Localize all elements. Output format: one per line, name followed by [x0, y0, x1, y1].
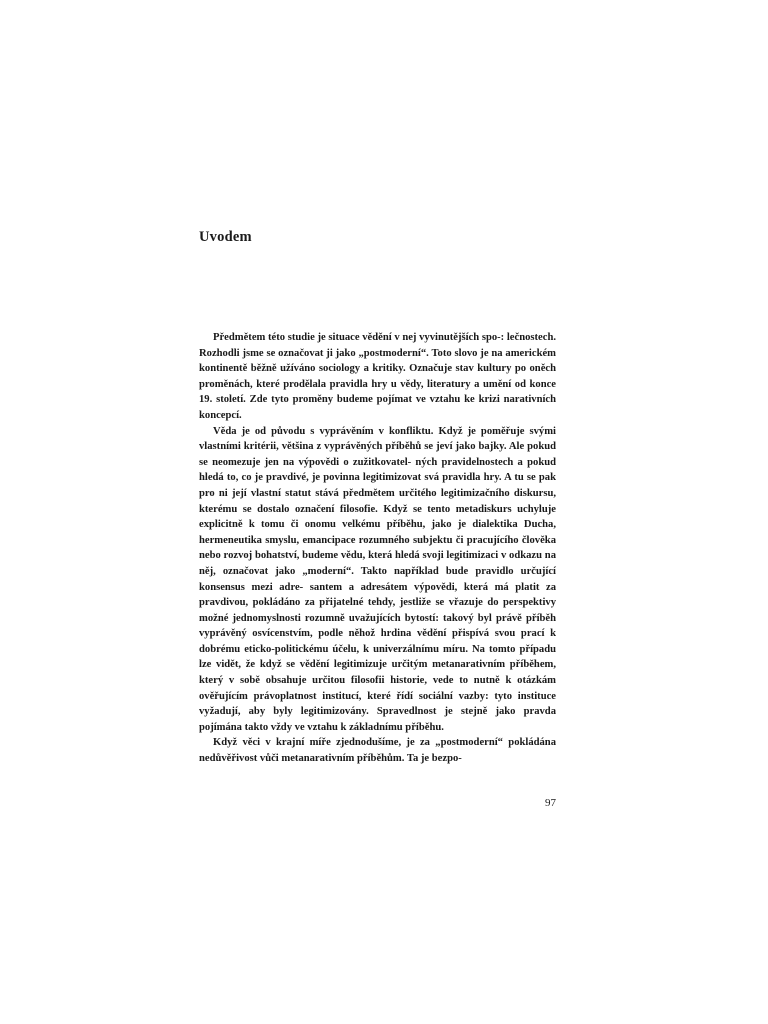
paragraph-1: Předmětem této studie je situace vědění v nej vyvinutějších spo-: lečnostech. Rozhodli jsme se označovat ji jako „postmoderní“. Toto slovo je na americkém kontinentě běžně užíváno sociology a kritiky. Označuje stav kultury po oněch proměnách, které prodělala pravidla hry u vědy, literatury a umění od konce 19. století. Zde tyto proměny budeme pojímat ve vztahu ke krizi narativních koncepcí.	[199, 332, 556, 421]
body-text	[199, 330, 556, 767]
chapter-title: Uvodem	[199, 229, 252, 245]
page-number: 97	[545, 797, 556, 809]
paragraph-3: Když věci v krajní míře zjednodušíme, je za „postmoderní“ pokládána nedůvěřivost vůči metanarativním příběhům. Ta je bezpo-	[199, 737, 556, 765]
paragraph-2: Věda je od původu s vyprávěním v konfliktu. Když je poměřuje svými vlastními kritérii, většina z vyprávěných příběhů se jeví jako bajky. Ale pokud se neomezuje jen na výpovědi o zužitkovatel- ných pravidelnostech a pokud hledá to, co je pravdivé, je povinna legitimizovat svá pravidla hry. A tu se pak pro ni její vlastní statut stává předmětem určitého legitimizačního diskursu, kterému se dostalo označení filosofie. Když se tento metadiskurs uchyluje explicitně k tomu či onomu velkému příběhu, jako je dialektika Ducha, hermeneutika smyslu, emancipace rozumného subjektu či pracujícího člověka nebo rozvoj bohatství, budeme vědu, která hledá svoji legitimizaci v odkazu na něj, označovat jako „moderní“. Takto například bude pravidlo určující konsensus mezi adre- santem a adresátem výpovědi, která má platit za pravdivou, pokládáno za přijatelné tehdy, jestliže se vřazuje do perspektivy možné jednomyslnosti rozumně uvažujících bytostí: takový byl právě příběh vyprávěný osvícenstvím, podle něhož hrdina vědění přispívá svou prací k dobrému eticko-politickému účelu, k univerzálnímu míru. Na tomto případu lze vidět, že když se vědění legitimizuje určitým metanarativním příběhem, který v sobě obsahuje určitou filosofii historie, vede to nutně k otázkám ověřujícím právoplatnost institucí, které řídí sociální vazby: tyto instituce vyžadují, aby byly legitimizovány. Spravedlnost je stejně jako pravda pojímána takto vždy ve vztahu k základnímu příběhu.	[199, 425, 556, 733]
